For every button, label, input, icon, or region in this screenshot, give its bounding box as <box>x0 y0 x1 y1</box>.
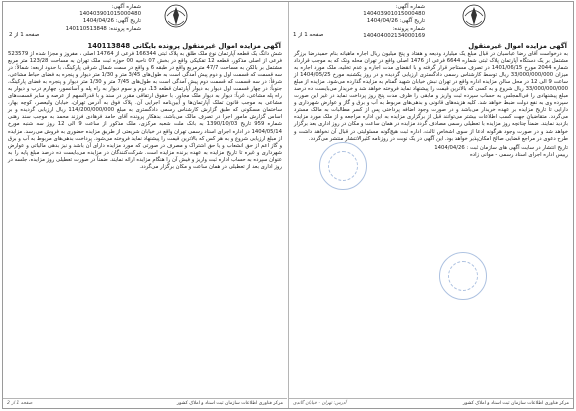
page-number: صفحه 1 از 2 <box>9 32 40 38</box>
notice-footer <box>289 398 573 408</box>
notice-number: شماره آگهی: 140403901015000480 <box>363 4 425 18</box>
notice-date: تاریخ آگهی: 1404/04/26 <box>366 18 425 25</box>
notice-title: آگهی مزایده اموال غیرمنقول <box>468 42 567 50</box>
notice-footer <box>3 398 287 408</box>
notice-meta <box>49 4 141 33</box>
emblem-icon <box>161 3 191 31</box>
notice-body: به درخواست آقای رضا عباسیان در قبال مبلغ یک میلیارد ودیعه و هفتاد و پنج میلیون ریال اجاره ماهیانه بنام حمیدرضا برزگر مشتمل بر یک دستگاه آپارتمان پلاک ثبتی شماره 6644 فرعی از 1476 اصلی واقع در تهران محله ونک که به موجب قرارداد شماره 2044 مورخ 1401/06/15 در تصرف مستاجر قرار گرفته و با انقضای مدت اجاره و عدم تخلیه، ملک مورد اجاره به میزان 33/000/000/000 ریال توسط کارشناس رسمی دادگستری ارزیابی گردیده و در روز یکشنبه مورخ 1404/05/25 از ساعت 9 الی 12 در محل سالن مزایده اداره واقع در تهران نبش خیابان شهید گمنام به مزایده گذارده می‌شود. مزایده از مبلغ 33/000/000/000 ریال شروع و به کسی که بالاترین قیمت را پیشنهاد نماید فروخته خواهد شد و خریدار می‌بایست ده درصد مبلغ پیشنهادی را فی‌المجلس به حساب سپرده ثبت واریز و مابقی را ظرف مدت پنج روز پرداخت نماید در غیر این صورت سپرده وی به نفع دولت ضبط خواهد شد. کلیه هزینه‌های قانونی و بدهی‌های مربوط به آب و برق و گاز و عوارض شهرداری و دارایی تا تاریخ مزایده بر عهده خریدار می‌باشد و در صورت وجود اضافه پرداختی پس از کسر مطالبات به مالک مسترد می‌گردد. متقاضیان جهت کسب اطلاعات بیشتر می‌توانند قبل از برگزاری مزایده به این اداره مراجعه و از ملک مورد مزایده بازدید نمایند. ضمناً چنانچه روز مزایده با تعطیلی رسمی مصادف گردد مزایده در همان ساعت و مکان در روز اداری بعد برگزار خواهد شد و در صورت وجود هرگونه ادعا از سوی اشخاص ثالث، اداره ثبت هیچ‌گونه مسئولیتی در قبال آن نخواهد داشت و طرح دعوی در مراجع قضایی صالح امکان‌پذیر خواهد بود. این آگهی در یک نوبت در روزنامه کثیرالانتشار منتشر می‌گردد. <box>294 51 569 142</box>
notice-right <box>288 2 573 408</box>
stamp-icon <box>319 142 367 190</box>
footer-address: آدرس: تهران - خیابان گاندی <box>293 401 347 406</box>
footer-page: صفحه 1 از 2 <box>7 401 33 406</box>
notice-number: شماره آگهی: 140403901015000480 <box>79 4 141 18</box>
notice-header <box>289 2 573 40</box>
notice-meta <box>333 4 425 40</box>
notice-left <box>3 2 287 408</box>
newspaper-page <box>2 1 574 409</box>
notice-title: آگهی مزایده اموال غیرمنقول پرونده بایگانی 140113848 <box>87 42 281 50</box>
footer-org: مرکز فناوری اطلاعات سازمان ثبت اسناد و املاک کشور <box>462 401 569 406</box>
notice-body: شش دانگ یک قطعه آپارتمان نوع ملک طلق به پلاک ثبتی 166344 فرعی از 14764 اصلی ، مفروز و مجزا شده از 523579 فرعی از اصلی مذکور، قطعه 12 تفکیکی واقع در بخش 07 ناحیه 00 حوزه ثبت ملک تهران به مساحت 123/28 متر مربع مشتمل بر بالکن به مساحت 47/7 مترمربع واقع در طبقه 6 و واقع در سمت شمال شرقی پارکینگ، با حدود اربعه: شمالاً: در سه قسمت که قسمت اول و دوم پیش آمدگی است به طول‌های 3/45 متر و 1/30 متر دیوار و پنجره به فضای حیاط مشاعی، شرقاً: در سه قسمت که قسمت دوم پیش آمدگی است به طول‌های 7/45 متر و 1/30 متر دیوار و پنجره به فضای پارکینگ، جنوباً: در چهار قسمت اول دیوار به دیوار آپارتمان قطعه 13، دوم و سوم دیوار به راه پله و آسانسور، چهارم درب و دیوار به راه پله مشاعی، غرباً: دیوار به دیوار ملک مجاور. با حقوق ارتفاقی مقرر در سند و با قدرالسهم از عرصه و سایر قسمت‌های مشاعی به موجب قانون تملک آپارتمان‌ها و آیین‌نامه اجرایی آن. پلاک فوق به آدرس تهران، خیابان ولیعصر، کوچه بهار، ساختمان مسکونی که طبق گزارش کارشناس رسمی دادگستری به مبلغ 114/200/000/000 ریال ارزیابی گردیده و بر اساس گزارش مامور اجرا در تصرف مالک می‌باشد، بدهکار پرونده آقای حامد فرهادی فرزند محمد به موجب سند رهنی شماره 959 تاریخ 1390/10/03 به بانک ملت شعبه مرکزی، ملک مذکور از ساعت 9 الی 12 روز سه شنبه مورخ 1404/05/14 در اداره اجرای اسناد رسمی تهران واقع در خیابان شریعتی از طریق مزایده حضوری به فروش می‌رسد. مزایده از مبلغ ارزیابی شروع و به هر کس که بالاترین قیمت را پیشنهاد نماید فروخته می‌شود. پرداخت بدهی‌های مربوط به آب و برق و گاز اعم از حق انشعاب و یا حق اشتراک و مصرف در صورتی که مورد مزایده دارای آن باشد و نیز بدهی مالیاتی و عوارض شهرداری و غیره تا تاریخ مزایده به عهده برنده مزایده است. شرکت‌کنندگان در مزایده می‌بایست ده درصد مبلغ پایه را به عنوان سپرده به حساب اداره ثبت واریز و فیش آن را هنگام مزایده ارائه نمایند. ضمناً در صورت تعطیلی روز مزایده، جلسه در روز اداری بعد از تعطیلی در همان ساعت و مکان برگزار می‌گردد. <box>8 51 283 170</box>
footer-org: مرکز فناوری اطلاعات سازمان ثبت اسناد و املاک کشور <box>176 401 283 406</box>
publish-date: تاریخ انتشار در سایت آگهی های سازمان ثبت : 1404/04/26 <box>434 144 568 151</box>
case-number: شماره پرونده: 140404002134000169 <box>363 25 425 39</box>
stamp-icon <box>439 252 487 300</box>
page-number: صفحه 1 از 1 <box>293 32 324 38</box>
signatory: رییس اداره اجرای اسناد رسمی - موانی زاده <box>469 151 568 158</box>
case-number: شماره پرونده: 140110513848 <box>65 25 141 32</box>
notice-date: تاریخ آگهی: 1404/04/26 <box>82 18 141 25</box>
notice-header <box>3 2 287 40</box>
emblem-icon <box>459 3 489 31</box>
